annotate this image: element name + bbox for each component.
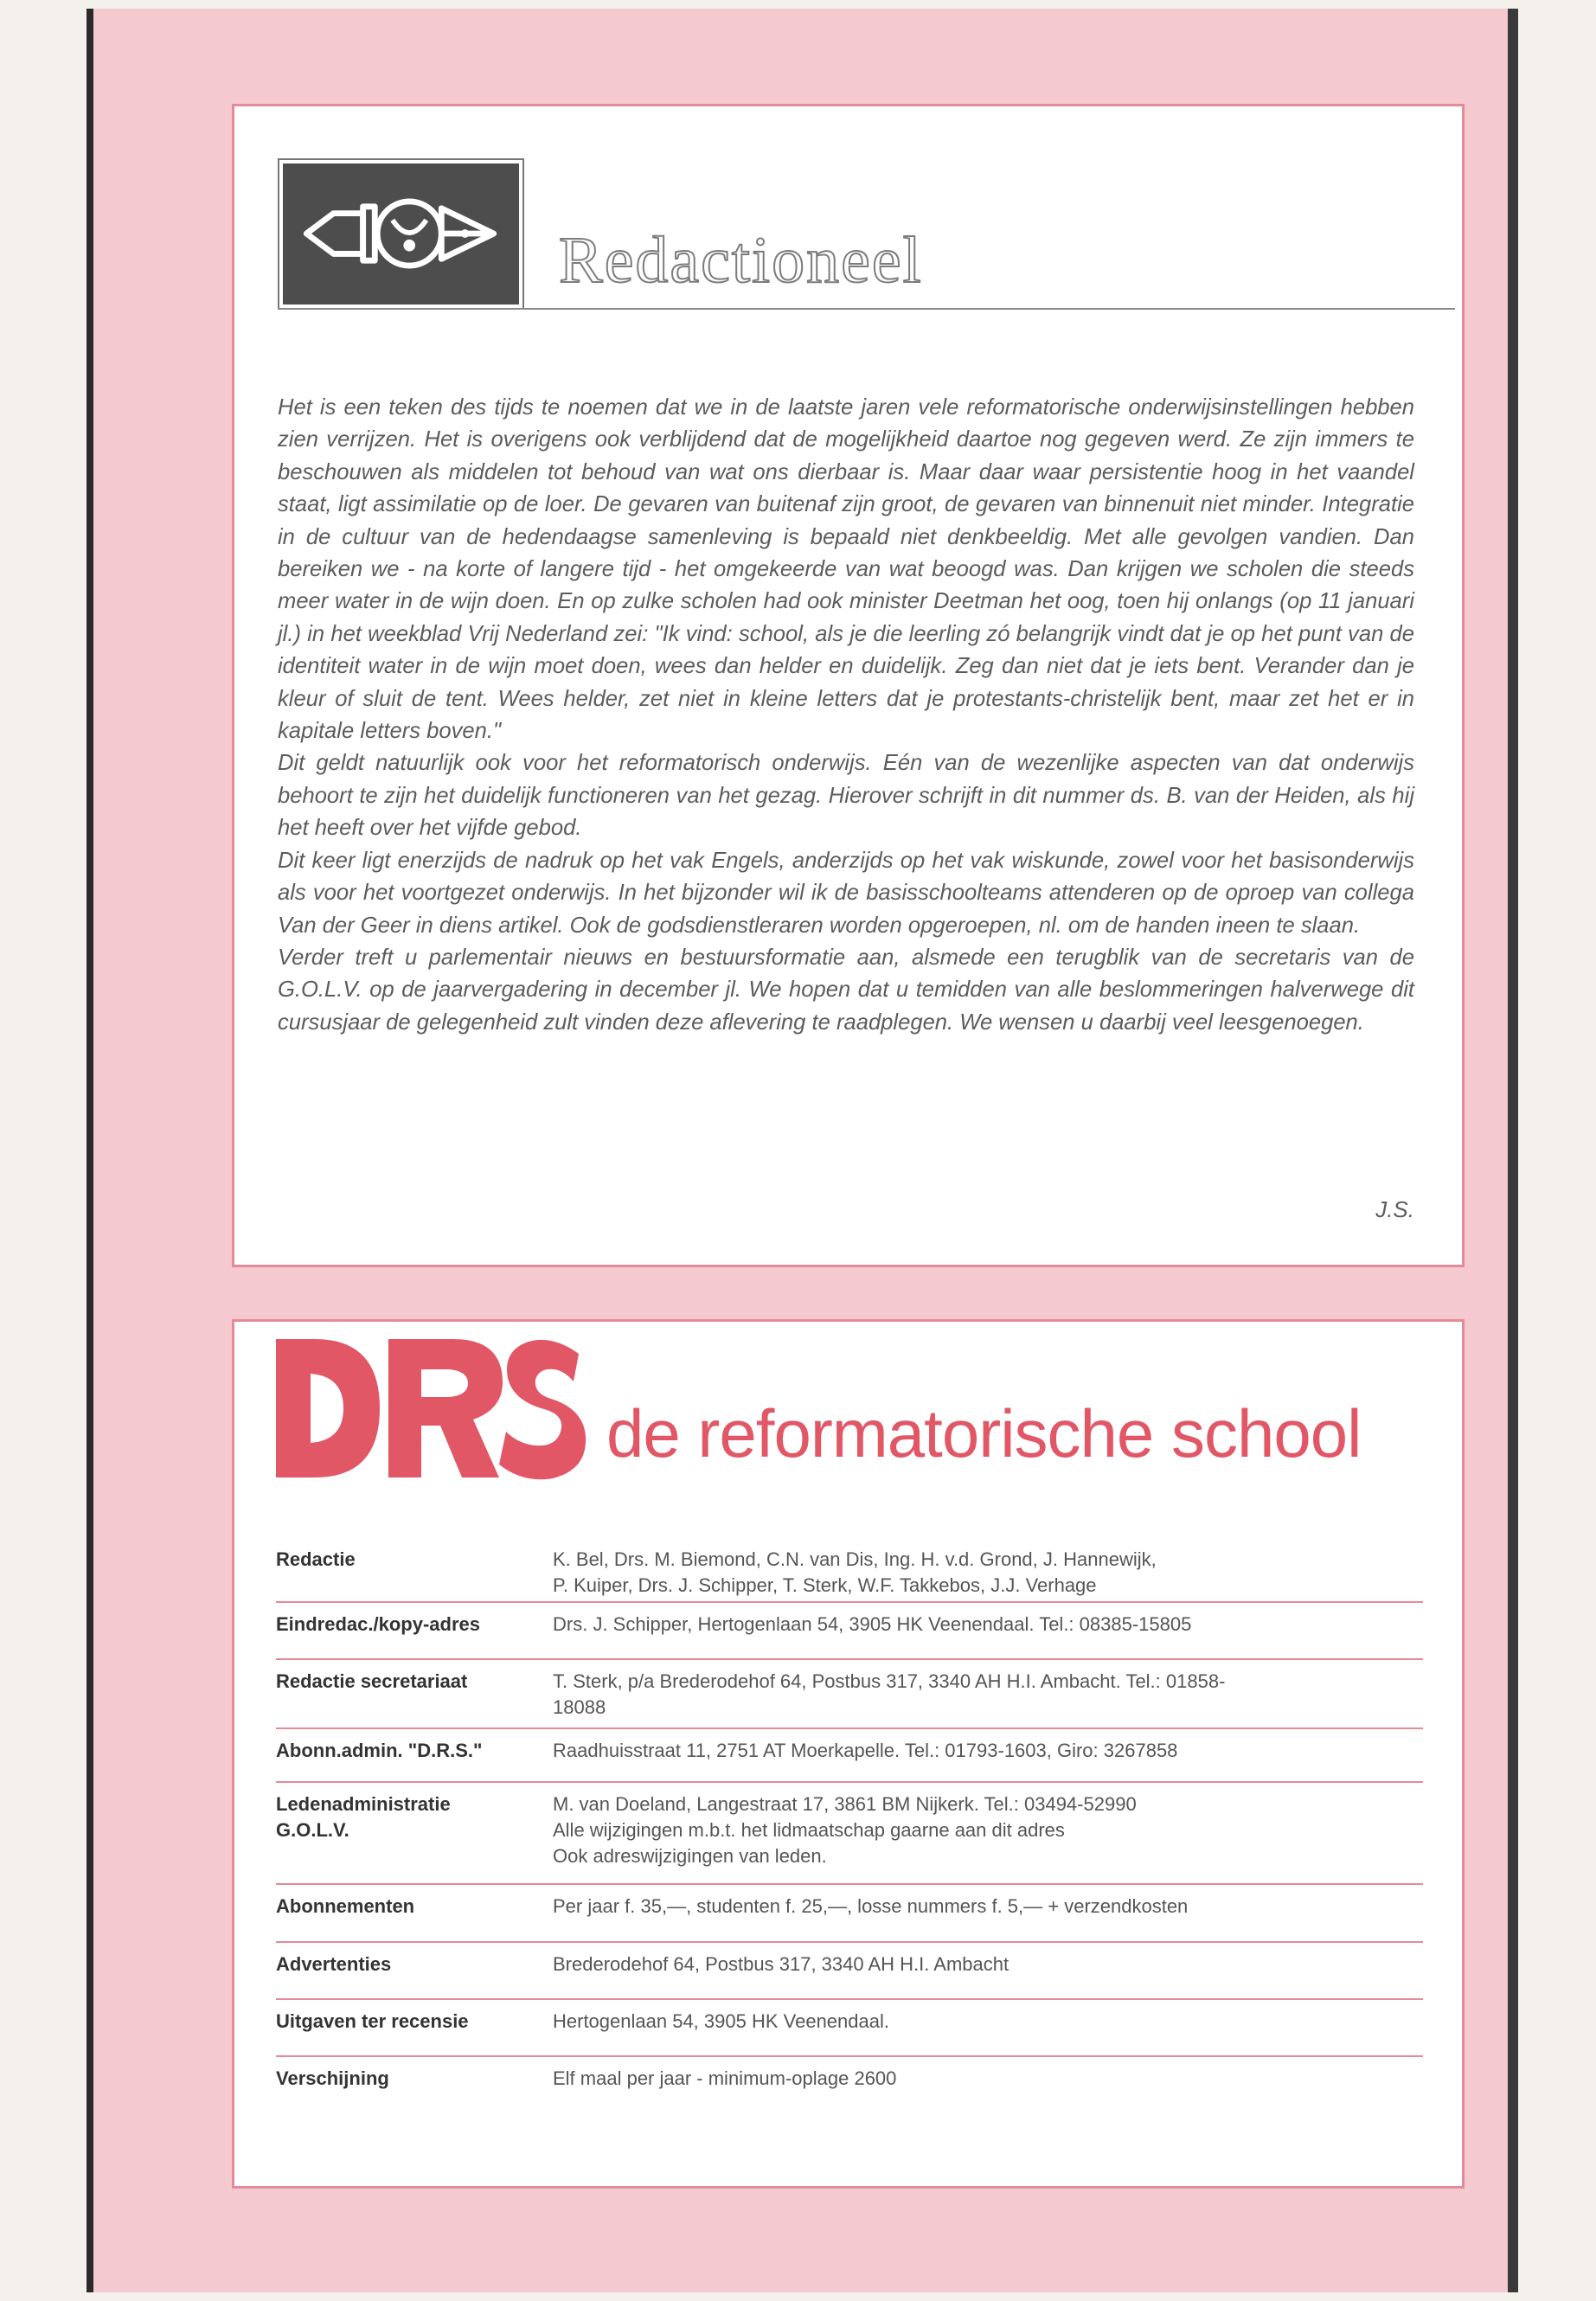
editorial-paragraph: Dit geldt natuurlijk ook voor het reformatorisch onderwijs. Eén van de wezenlijke aspecten van dat onderwijs behoort te zijn het duidelijk functioneren van het gezag. Hierover schrijft in dit nummer ds. B. van der Heiden, als hij het heeft over het vijfde gebod.	[278, 751, 1414, 841]
editorial-paragraph: Dit keer ligt enerzijds de nadruk op het vak Engels, anderzijds op het vak wiskunde, zowel voor het basisonderwijs als voor het voortgezet onderwijs. In het bijzonder wil ik de basisschoolteams attenderen op de oproep van collega Van der Geer in diens artikel. Ook de godsdienstleraren worden opgeroepen, nl. om de handen ineen te slaan.	[278, 848, 1414, 938]
colophon-row	[276, 1783, 1423, 1885]
drs-logo	[276, 1335, 587, 1482]
colophon-label	[276, 1791, 553, 1883]
colophon-value-line: Raadhuisstraat 11, 2751 AT Moerkapelle. Tel.: 01793-1603, Giro: 3267858	[553, 1740, 1178, 1761]
editorial-paragraph: Verder treft u parlementair nieuws en bestuursformatie aan, alsmede een terugblik van de secretaris van de G.O.L.V. op de jaarvergadering in december jl. We hopen dat u temidden van alle beslommeringen halverwege dit cursusjaar de gelegenheid zult vinden deze aflevering te raadplegen. We wensen u daarbij veel leesgenoegen.	[278, 945, 1414, 1035]
editorial-panel	[232, 104, 1465, 1267]
colophon-row	[276, 2000, 1423, 2057]
editorial-signature: J.S.	[1375, 1196, 1414, 1222]
colophon-value	[553, 1547, 1423, 1601]
editorial-paragraph: Het is een teken des tijds te noemen dat we in de laatste jaren vele reformatorische onderwijsinstellingen hebben zien verrijzen. Het is overigens ook verblijdend dat de mogelijkheid daartoe nog gegeven werd. Ze zijn immers te beschouwen als middelen tot behoud van wat ons dierbaar is. Maar daar waar persistentie hoog in het vaandel staat, ligt assimilatie op de loer. De gevaren van buitenaf zijn groot, de gevaren van binnenuit niet minder. Integratie in de cultuur van de hedendaagse samenleving is bepaald niet denkbeeldig. Met alle gevolgen vandien. Dan bereiken we - na korte of langere tijd - het omgekeerde van wat beoogd was. Dan krijgen we scholen die steeds meer water in de wijn doen. En op zulke scholen had ook minister Deetman het oog, toen hij onlangs (op 11 januari jl.) in het weekblad Vrij Nederland zei: "Ik vind: school, als je die leerling zó belangrijk vindt dat je op het punt van de identiteit water in de wijn moet doen, wees dan helder en duidelijk. Zeg dan niet dat je iets bent. Verander dan je kleur of sluit de tent. Wees helder, zet niet in kleine letters dat je protestants-christelijk bent, maar zet het er in kapitale letters boven."	[278, 395, 1414, 744]
colophon-value	[553, 1738, 1423, 1781]
colophon-label-line: Redactie secretariaat	[276, 1670, 468, 1692]
colophon-label-line: Ledenadministratie	[276, 1793, 451, 1815]
colophon-label	[276, 1669, 553, 1727]
colophon-table	[276, 1538, 1423, 2109]
colophon-value-line: Per jaar f. 35,—, studenten f. 25,—, losse nummers f. 5,— + verzendkosten	[553, 1895, 1189, 1917]
colophon-row	[276, 1943, 1423, 2000]
drs-logo-mark	[276, 1335, 587, 1482]
colophon-value-line: M. van Doeland, Langestraat 17, 3861 BM Nijkerk. Tel.: 03494-52990	[553, 1793, 1137, 1815]
colophon-row	[276, 1885, 1423, 1943]
colophon-value-line: Elf maal per jaar - minimum-oplage 2600	[553, 2067, 897, 2089]
colophon-value-line: Hertogenlaan 54, 3905 HK Veenendaal.	[553, 2010, 889, 2032]
magazine-page	[87, 9, 1518, 2292]
editorial-body	[278, 392, 1414, 1039]
colophon-row	[276, 2057, 1423, 2109]
colophon-value-line: K. Bel, Drs. M. Biemond, C.N. van Dis, Ing. H. v.d. Grond, J. Hannewijk,	[553, 1548, 1157, 1570]
colophon-label-line: Eindredac./kopy-adres	[276, 1613, 480, 1635]
title-divider	[278, 308, 1455, 310]
masthead-tagline: de reformatorische school	[606, 1395, 1362, 1471]
colophon-label	[276, 2066, 553, 2109]
colophon-value-line: 18088	[553, 1696, 606, 1718]
colophon-value-line: P. Kuiper, Drs. J. Schipper, T. Sterk, W.F. Takkebos, J.J. Verhage	[553, 1574, 1097, 1596]
colophon-value	[553, 1894, 1423, 1941]
colophon-value	[553, 1952, 1423, 1998]
colophon-value-line: Alle wijzigingen m.b.t. het lidmaatschap gaarne aan dit adres	[553, 1819, 1065, 1841]
colophon-label-line: Advertenties	[276, 1953, 392, 1975]
fountain-pen-icon	[283, 163, 519, 304]
colophon-value	[553, 1612, 1423, 1658]
colophon-value	[553, 2009, 1423, 2055]
colophon-row	[276, 1603, 1423, 1660]
colophon-label-line: Abonn.admin. "D.R.S."	[276, 1740, 483, 1761]
colophon-label	[276, 1738, 553, 1781]
colophon-label	[276, 1952, 553, 1998]
colophon-row	[276, 1538, 1423, 1603]
fountain-pen-logo	[278, 158, 524, 310]
colophon-value-line: Drs. J. Schipper, Hertogenlaan 54, 3905 HK Veenendaal. Tel.: 08385-15805	[553, 1613, 1192, 1635]
colophon-label-line: Abonnementen	[276, 1895, 415, 1917]
colophon-value-line: T. Sterk, p/a Brederodehof 64, Postbus 317, 3340 AH H.I. Ambacht. Tel.: 01858-	[553, 1670, 1226, 1692]
colophon-label	[276, 1612, 553, 1658]
colophon-panel	[232, 1319, 1465, 2189]
colophon-value	[553, 1669, 1423, 1727]
colophon-label	[276, 1894, 553, 1941]
colophon-label-line: Uitgaven ter recensie	[276, 2010, 469, 2032]
colophon-label-line: Verschijning	[276, 2067, 389, 2089]
colophon-row	[276, 1660, 1423, 1729]
colophon-value	[553, 2066, 1423, 2109]
colophon-row	[276, 1729, 1423, 1783]
colophon-label	[276, 2009, 553, 2055]
colophon-value-line: Ook adreswijzigingen van leden.	[553, 1845, 827, 1867]
colophon-label	[276, 1547, 553, 1601]
colophon-label-line: G.O.L.V.	[276, 1819, 349, 1841]
colophon-value-line: Brederodehof 64, Postbus 317, 3340 AH H.I. Ambacht	[553, 1953, 1010, 1975]
colophon-value	[553, 1791, 1423, 1883]
colophon-label-line: Redactie	[276, 1548, 356, 1570]
editorial-title: Redactioneel	[559, 224, 923, 297]
